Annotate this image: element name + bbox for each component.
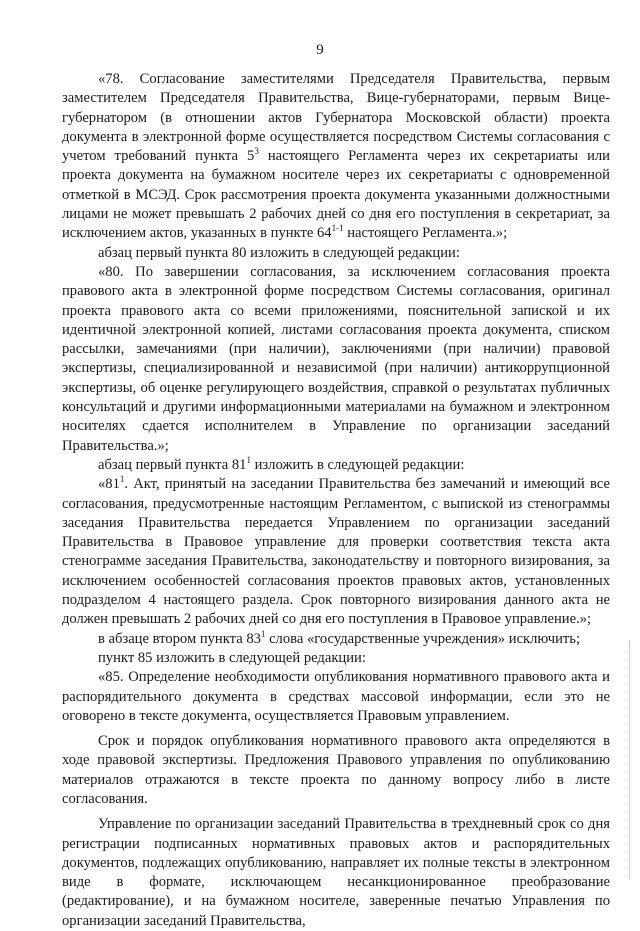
paragraph-instruction-81-1: абзац первый пункта $81^1$ изложить в следующей редакции:: [98, 455, 465, 473]
paragraph-85-publication-terms: Срок и порядок опубликования нормативного правового акта определяются в ходе правовой экспертизы. Предложения Правового управления по опубликованию материалов отражаются в тексте проекта по данному вопросу либо в листе согласования.: [62, 733, 610, 807]
paragraph-78: «78. Согласование заместителями Председателя Правительства, первым заместителем Председателя Правительства, Вице-губернаторами, первым Вице-губернатором (в отношении актов Губернатора Московской области) проекта документа в электронной форме осуществляется посредством Системы согласования с учетом требований пункта $5^3$ настоящего Регламента через их секретариаты или проекта документа на бумажном носителе через их секретариаты с одновременной отметкой в МСЭД. Срок рассмотрения проекта документа указанными должностными лицами не может превышать 2 рабочих дней со дня его поступления в секретариат, за исключением актов, указанных в пункте 64$^{1-1}$ настоящего Регламента.»;: [62, 71, 610, 242]
paragraph-instruction-83-1: в абзаце втором пункта $83^1$ слова «государственные учреждения» исключить;: [98, 628, 580, 647]
paragraph-85: «85. Определение необходимости опубликования нормативного правового акта и распорядительного документа в средствах массовой информации, если это не оговорено в тексте документа, осуществляется Правовым управлением.: [62, 669, 610, 724]
paragraph-85-transmission: Управление по организации заседаний Правительства в трехдневный срок со дня регистрации подписанных нормативных правовых актов и распорядительных документов, подлежащих опубликованию, направляет их полные тексты в электронном виде в формате, исключающем несанкционированное преобразование (редактирование), и на бумажном носителе, заверенные печатью Управления по организации заседаний Правительства,: [62, 816, 610, 929]
document-body: [62, 70, 610, 931]
paragraph-81-1: «$81^1$. Акт, принятый на заседании Правительства без замечаний и имеющий все согласования, предусмотренные настоящим Регламентом, с выпиской из стенограммы заседания Правительства передается Управлением по организации заседаний Правительства в Правовое управление для проверки соответствия текста акта стенограмме заседания Правительства, законодательству и повторного визирования, за исключением особенностей согласования проектов правовых актов, установленных подразделом 4 настоящего раздела. Срок повторного визирования данного акта не должен превышать 2 рабочих дней со дня его поступления в Правовое управление.»;: [62, 474, 610, 628]
paragraph-80: «80. По завершении согласования, за исключением согласования проекта правового акта в электронной форме посредством Системы согласования, оригинал проекта правового акта со всеми приложениями, пояснительной запиской и их идентичной электронной копией, листами согласования проекта документа, списком рассылки, замечаниями (при наличии), заключениями (при наличии) правовой экспертизы, специализированной и независимой (при наличии) антикоррупционной экспертизы, об оценке регулирующего воздействия, справкой о результатах публичных консультаций и другими информационными материалами на бумажном и электронном носителях сдается исполнителем в Управление по организации заседаний Правительства.»;: [62, 263, 610, 454]
paragraph-instruction-80: абзац первый пункта 80 изложить в следующей редакции:: [98, 244, 460, 261]
paragraph-instruction-85: пункт 85 изложить в следующей редакции:: [98, 649, 366, 666]
scan-edge-mark: [629, 640, 632, 880]
page-number: 9: [316, 42, 324, 58]
